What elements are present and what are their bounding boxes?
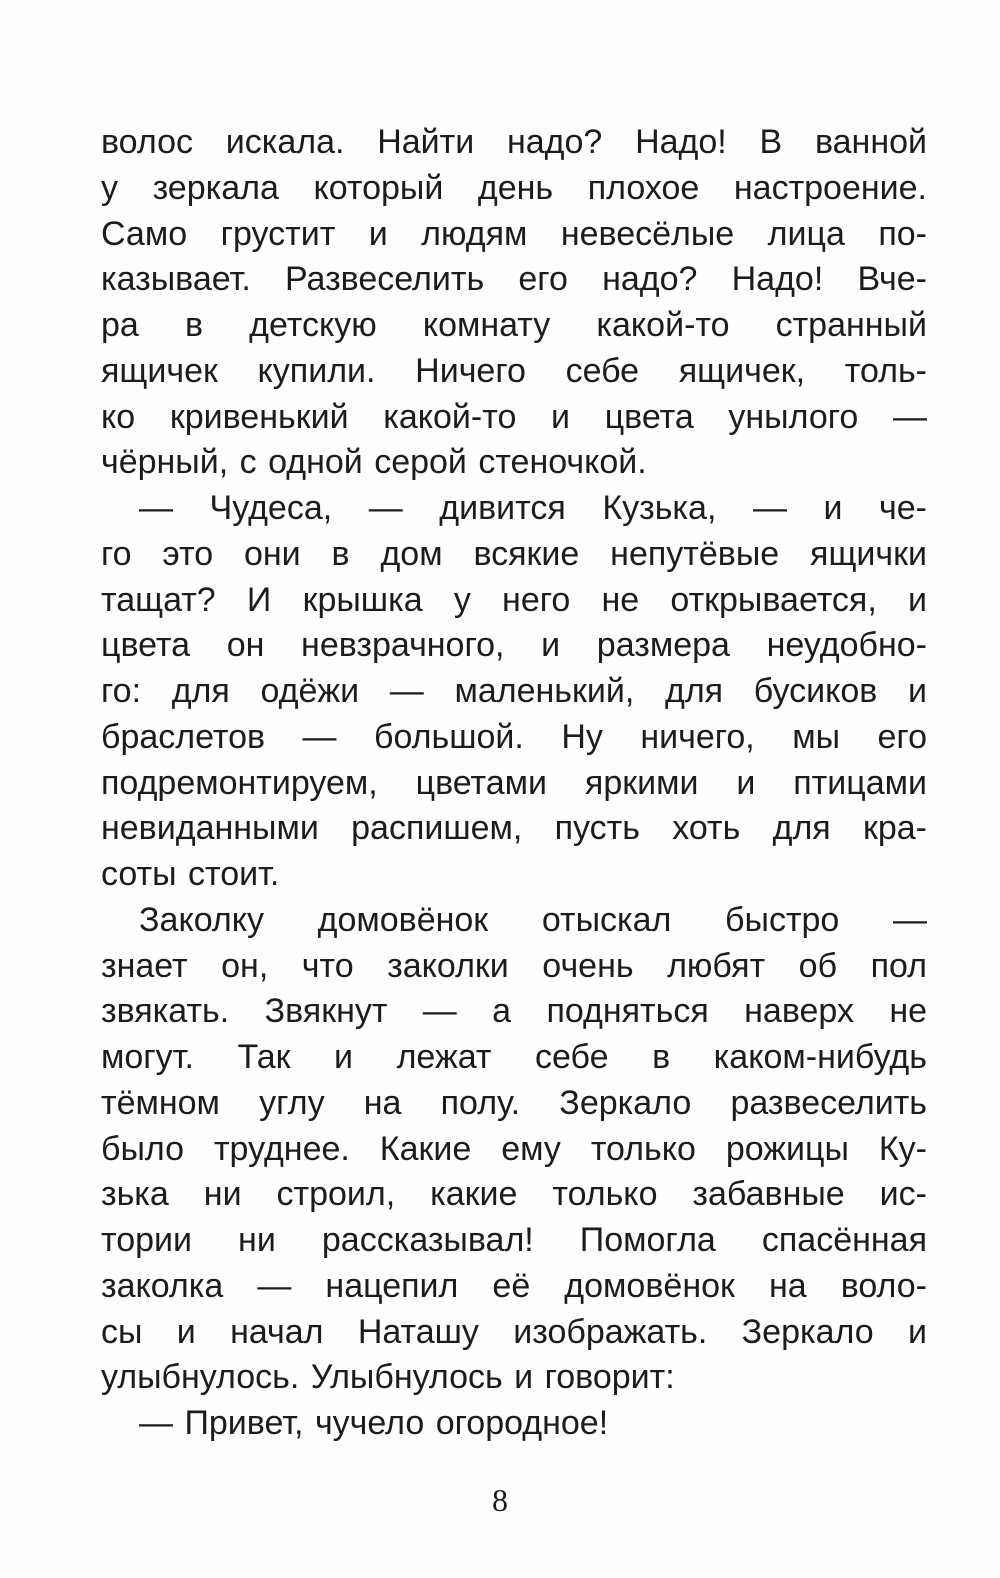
page-number: 8 bbox=[492, 1482, 508, 1518]
text-line: — Привет, чучело огородное! bbox=[139, 1404, 609, 1442]
text-line: — Чудеса, — дивится Кузька, — и че- bbox=[139, 489, 927, 527]
text-line: заколка — нацепил её домовёнок на воло- bbox=[101, 1266, 927, 1305]
text-line: соты стоит. bbox=[101, 855, 280, 893]
text-line: браслетов — большой. Ну ничего, мы его bbox=[101, 717, 927, 756]
text-line: ящичек купили. Ничего себе ящичек, толь- bbox=[101, 351, 927, 390]
text-line: тории ни рассказывал! Помогла спасённая bbox=[101, 1221, 927, 1259]
text-line: го: для одёжи — маленький, для бусиков и bbox=[101, 672, 927, 710]
text-line: Само грустит и людям невесёлые лица по- bbox=[101, 214, 927, 253]
text-line: могут. Так и лежат себе в каком-нибудь bbox=[101, 1038, 927, 1076]
text-line: звякать. Звякнут — а подняться наверх не bbox=[101, 992, 927, 1031]
text-line: знает он, что заколки очень любят об пол bbox=[101, 946, 927, 985]
text-line: сы и начал Наташу изображать. Зеркало и bbox=[101, 1312, 927, 1351]
text-line: невиданными распишем, пусть хоть для кра- bbox=[101, 809, 927, 848]
text-line: казывает. Развеселить его надо? Надо! Вче- bbox=[101, 260, 927, 299]
text-line: подремонтируем, цветами яркими и птицами bbox=[101, 763, 927, 802]
text-line: тащат? И крышка у него не открывается, и bbox=[101, 580, 927, 619]
text-line: цвета он невзрачного, и размера неудобно- bbox=[101, 626, 927, 665]
text-line: Заколку домовёнок отыскал быстро — bbox=[139, 900, 927, 939]
text-line: улыбнулось. Улыбнулось и говорит: bbox=[101, 1358, 675, 1397]
text-line: было труднее. Какие ему только рожицы Ку- bbox=[101, 1129, 927, 1168]
text-line: тёмном углу на полу. Зеркало развеселить bbox=[101, 1083, 927, 1122]
text-line: чёрный, с одной серой стеночкой. bbox=[101, 443, 647, 482]
text-line: ра в детскую комнату какой-то странный bbox=[101, 306, 927, 344]
text-line: зька ни строил, какие только забавные ис- bbox=[101, 1175, 927, 1214]
text-line: ко кривенький какой-то и цвета унылого — bbox=[101, 397, 927, 436]
text-line: го это они в дом всякие непутёвые ящички bbox=[101, 534, 927, 573]
text-line: волос искала. Найти надо? Надо! В ванной bbox=[101, 123, 927, 161]
text-line: у зеркала который день плохое настроение. bbox=[101, 168, 927, 207]
page-text bbox=[101, 120, 927, 1447]
